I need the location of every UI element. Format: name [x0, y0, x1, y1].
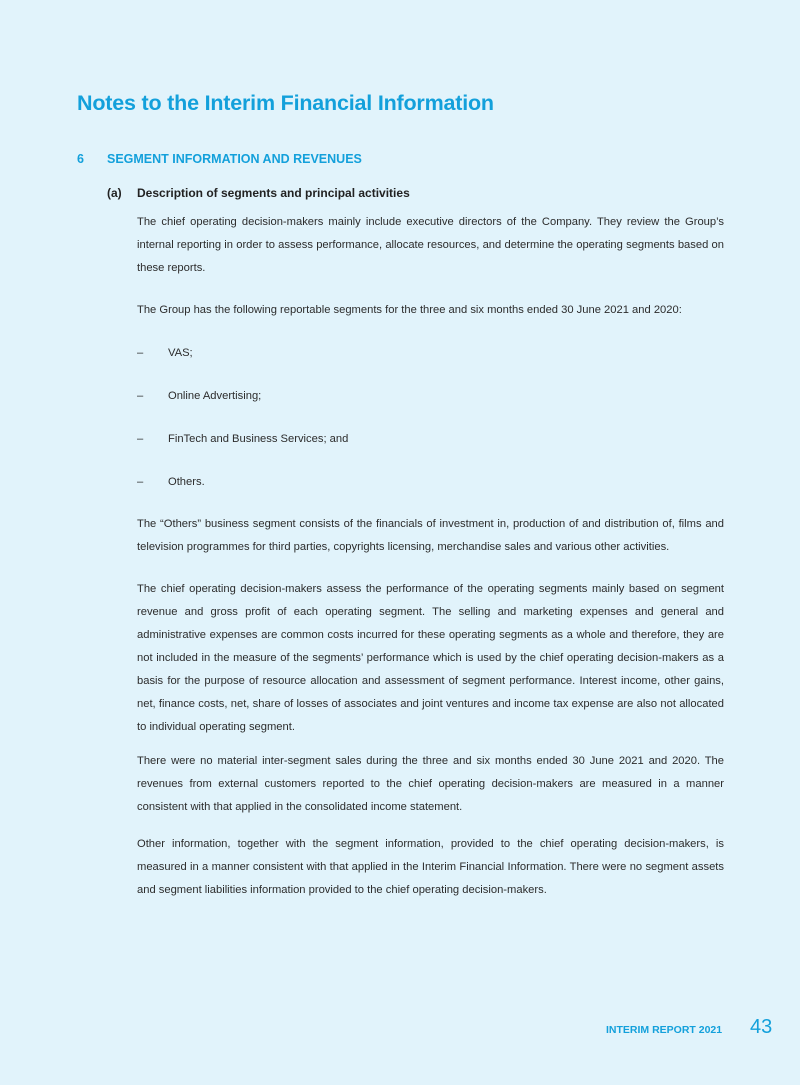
- bullet-dash: –: [137, 433, 144, 445]
- bullet-dash: –: [137, 476, 144, 488]
- paragraph-intro: The chief operating decision-makers mainly include executive directors of the Company. They review the Group’s internal reporting in order to assess performance, allocate resources, and determine the operating segments based on these reports.: [137, 216, 724, 274]
- bullet-item-vas: VAS;: [168, 347, 193, 359]
- bullet-item-online-advertising: Online Advertising;: [168, 390, 262, 402]
- paragraph-segments-lead: The Group has the following reportable segments for the three and six months ended 30 June 2021 and 2020:: [137, 304, 682, 316]
- bullet-item-fintech: FinTech and Business Services; and: [168, 433, 349, 445]
- page-title: Notes to the Interim Financial Information: [77, 91, 494, 115]
- page-number: 43: [750, 1016, 773, 1038]
- paragraph-performance-assessment: The chief operating decision-makers assess the performance of the operating segments mainly based on segment revenue and gross profit of each operating segment. The selling and marketing expenses and general and administrative expenses are common costs incurred for these operating segments as a whole and therefore, they are not included in the measure of the segments’ performance which is used by the chief operating decision-makers as a basis for the purpose of resource allocation and assessment of segment performance. Interest income, other gains, net, finance costs, net, share of losses of associates and joint ventures and income tax expense are also not allocated to individual operating segment.: [137, 583, 724, 733]
- paragraph-inter-segment-sales: There were no material inter-segment sales during the three and six months ended 30 June 2021 and 2020. The revenues from external customers reported to the chief operating decision-makers are measured in a manner consistent with that applied in the consolidated income statement.: [137, 755, 724, 813]
- bullet-item-others: Others.: [168, 476, 205, 488]
- subsection-label: (a): [107, 186, 122, 200]
- footer-report-label: INTERIM REPORT 2021: [606, 1024, 723, 1036]
- section-number: 6: [77, 152, 84, 166]
- section-title: SEGMENT INFORMATION AND REVENUES: [107, 152, 362, 166]
- bullet-dash: –: [137, 390, 144, 402]
- bullet-dash: –: [137, 347, 144, 359]
- paragraph-others-definition: The “Others” business segment consists of the financials of investment in, production of and distribution of, films and television programmes for third parties, copyrights licensing, merchandise sales and various other activities.: [137, 518, 724, 553]
- paragraph-other-information: Other information, together with the segment information, provided to the chief operating decision-makers, is measured in a manner consistent with that applied in the Interim Financial Information. There were no segment assets and segment liabilities information provided to the chief operating decision-makers.: [137, 838, 724, 896]
- subsection-title: Description of segments and principal activities: [137, 186, 410, 200]
